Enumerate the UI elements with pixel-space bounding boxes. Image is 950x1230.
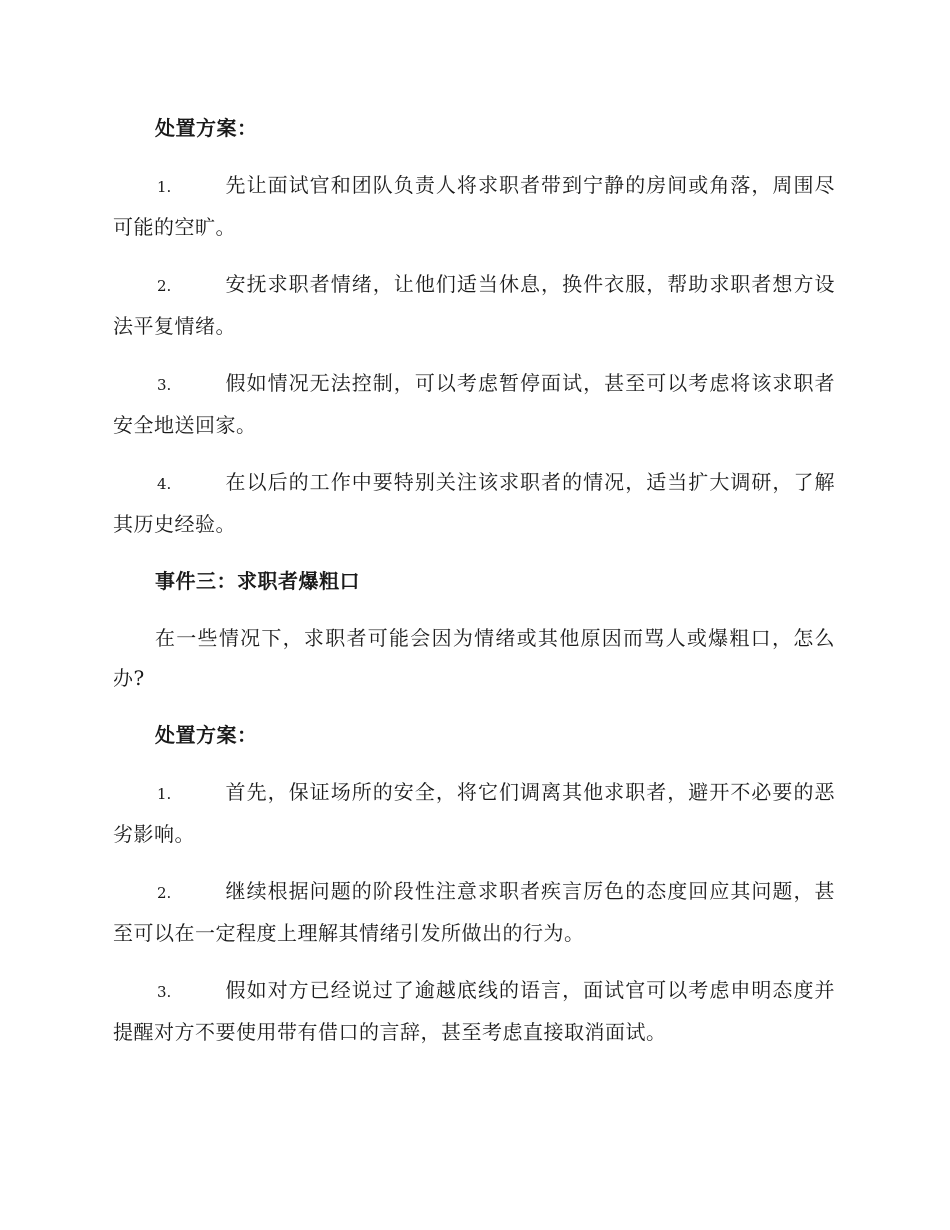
list-item xyxy=(113,772,835,854)
list-text: 继续根据问题的阶段性注意求职者疾言厉色的态度回应其问题，甚至可以在一定程度上理解其情绪引发所做出的行为。 xyxy=(113,879,835,945)
list-number: 3. xyxy=(157,983,172,1001)
list-text: 首先，保证场所的安全，将它们调离其他求职者，避开不必要的恶劣影响。 xyxy=(113,780,835,846)
list-text: 假如对方已经说过了逾越底线的语言，面试官可以考虑申明态度并提醒对方不要使用带有借口的言辞，甚至考虑直接取消面试。 xyxy=(113,978,835,1044)
section-heading: 处置方案： xyxy=(155,723,258,747)
event-paragraph: 在一些情况下，求职者可能会因为情绪或其他原因而骂人或爆粗口，怎么办? xyxy=(113,626,835,690)
list-text: 安抚求职者情绪，让他们适当休息，换件衣服，帮助求职者想方设法平复情绪。 xyxy=(113,272,835,338)
list-item xyxy=(113,970,835,1052)
list-number: 3. xyxy=(157,376,172,394)
document-body xyxy=(113,108,835,1069)
section-heading: 处置方案： xyxy=(155,116,258,140)
list-number: 1. xyxy=(157,785,172,803)
list-number: 1. xyxy=(157,178,172,196)
list-item xyxy=(113,165,835,247)
list-text: 先让面试官和团队负责人将求职者带到宁静的房间或角落，周围尽可能的空旷。 xyxy=(113,173,835,239)
list-item xyxy=(113,871,835,953)
list-text: 假如情况无法控制，可以考虑暂停面试，甚至可以考虑将该求职者安全地送回家。 xyxy=(113,371,835,437)
list-number: 2. xyxy=(157,884,172,902)
list-item xyxy=(113,264,835,346)
event-heading: 事件三：求职者爆粗口 xyxy=(155,569,360,593)
list-number: 4. xyxy=(157,475,172,493)
list-item xyxy=(113,462,835,544)
list-item xyxy=(113,363,835,445)
list-text: 在以后的工作中要特别关注该求职者的情况，适当扩大调研，了解其历史经验。 xyxy=(113,470,835,536)
list-number: 2. xyxy=(157,277,172,295)
